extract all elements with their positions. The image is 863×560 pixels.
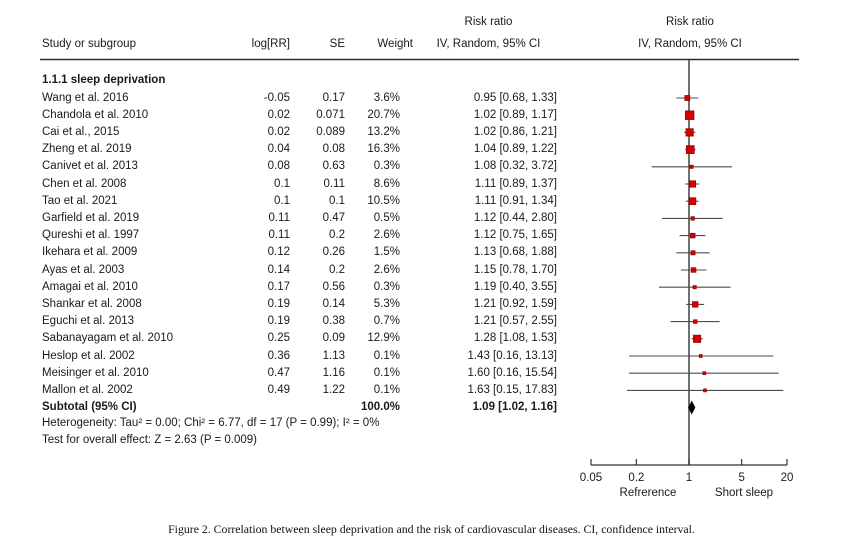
study-name: Ikehara et al. 2009 — [42, 246, 138, 259]
overall-effect-test: Test for overall effect: Z = 2.63 (P = 0.009) — [42, 434, 257, 446]
study-name: Ayas et al. 2003 — [42, 263, 125, 276]
log-rr-value: 0.02 — [267, 108, 290, 121]
se-value: 0.2 — [329, 263, 345, 276]
study-name: Canivet et al. 2013 — [42, 160, 138, 173]
risk-ratio-ci-text: 1.11 [0.91, 1.34] — [474, 194, 557, 207]
study-name: Tao et al. 2021 — [42, 194, 118, 207]
study-name: Zheng et al. 2019 — [42, 143, 132, 156]
study-name: Mallon et al. 2002 — [42, 383, 133, 396]
column-header-study: Study or subgroup — [42, 38, 136, 50]
axis-label-short-sleep: Short sleep — [714, 487, 774, 499]
weight-value: 5.3% — [373, 297, 400, 310]
study-name: Heslop et al. 2002 — [42, 349, 135, 362]
weight-value: 0.3% — [373, 280, 400, 293]
se-value: 0.56 — [322, 280, 345, 293]
effect-marker — [685, 95, 690, 100]
risk-ratio-ci-text: 1.15 [0.78, 1.70] — [473, 263, 557, 276]
weight-value: 1.5% — [373, 246, 400, 259]
study-name: Shankar et al. 2008 — [42, 297, 142, 310]
risk-ratio-ci-text: 1.28 [1.08, 1.53] — [473, 332, 557, 345]
column-header-se: SE — [329, 38, 345, 50]
log-rr-value: 0.08 — [267, 160, 290, 173]
study-name: Qureshi et al. 1997 — [42, 229, 140, 242]
risk-ratio-ci-text: 1.13 [0.68, 1.88] — [473, 246, 557, 259]
effect-marker — [691, 217, 695, 221]
weight-value: 8.6% — [373, 177, 400, 190]
axis-label-reference: Refrerence — [619, 487, 677, 499]
column-header-ci: IV, Random, 95% CI — [436, 38, 541, 50]
se-value: 0.1 — [329, 194, 345, 207]
weight-value: 12.9% — [367, 332, 400, 345]
log-rr-value: 0.1 — [274, 194, 290, 207]
weight-value: 0.5% — [373, 211, 400, 224]
risk-ratio-ci-text: 1.60 [0.16, 15.54] — [467, 366, 557, 379]
se-value: 0.08 — [322, 143, 345, 156]
se-value: 0.089 — [316, 125, 345, 138]
x-axis-tick-label: 20 — [780, 472, 794, 484]
effect-marker — [689, 181, 696, 188]
risk-ratio-ci-text: 0.95 [0.68, 1.33] — [473, 91, 557, 104]
x-axis-tick-label: 0.05 — [579, 472, 603, 484]
x-axis-tick-label: 5 — [738, 472, 745, 484]
se-value: 0.2 — [329, 229, 345, 242]
weight-value: 16.3% — [367, 143, 400, 156]
subgroup-heading: 1.1.1 sleep deprivation — [42, 74, 166, 86]
risk-ratio-ci-text: 1.11 [0.89, 1.37] — [474, 177, 557, 190]
effect-marker — [693, 286, 696, 289]
se-value: 0.38 — [322, 315, 345, 328]
weight-value: 2.6% — [373, 263, 400, 276]
effect-marker — [703, 372, 706, 375]
se-value: 0.63 — [322, 160, 345, 173]
se-value: 1.13 — [322, 349, 345, 362]
risk-ratio-ci-text: 1.08 [0.32, 3.72] — [473, 160, 557, 173]
log-rr-value: 0.47 — [267, 366, 290, 379]
heterogeneity-statistics: Heterogeneity: Tau² = 0.00; Chi² = 6.77, df = 17 (P = 0.99); I² = 0% — [42, 417, 380, 429]
log-rr-value: 0.19 — [267, 315, 290, 328]
study-name: Meisinger et al. 2010 — [42, 366, 149, 379]
column-header-risk-ratio: Risk ratio — [464, 16, 513, 28]
weight-value: 20.7% — [367, 108, 400, 121]
log-rr-value: 0.11 — [268, 229, 290, 242]
risk-ratio-ci-text: 1.63 [0.15, 17.83] — [467, 383, 557, 396]
risk-ratio-ci-text: 1.02 [0.89, 1.17] — [473, 108, 557, 121]
weight-value: 0.3% — [373, 160, 400, 173]
study-name: Eguchi et al. 2013 — [42, 315, 135, 328]
plot-header-risk-ratio: Risk ratio — [666, 16, 714, 28]
risk-ratio-ci-text: 1.12 [0.44, 2.80] — [473, 211, 557, 224]
weight-value: 0.1% — [373, 383, 400, 396]
risk-ratio-ci-text: 1.04 [0.89, 1.22] — [473, 143, 557, 156]
se-value: 0.47 — [322, 211, 345, 224]
study-name: Amagai et al. 2010 — [42, 280, 138, 293]
subtotal-ci: 1.09 [1.02, 1.16] — [472, 401, 557, 413]
effect-marker — [691, 251, 695, 255]
plot-header-ci: IV, Random, 95% CI — [638, 38, 742, 50]
effect-marker — [686, 129, 694, 137]
column-header-logrr: log[RR] — [251, 38, 290, 50]
log-rr-value: 0.17 — [267, 280, 290, 293]
weight-value: 0.7% — [373, 315, 400, 328]
column-header-weight: Weight — [377, 38, 413, 50]
effect-marker — [685, 111, 694, 120]
effect-marker — [693, 335, 700, 342]
log-rr-value: 0.25 — [267, 332, 290, 345]
log-rr-value: 0.49 — [267, 383, 290, 396]
risk-ratio-ci-text: 1.21 [0.57, 2.55] — [473, 315, 557, 328]
se-value: 1.22 — [322, 383, 345, 396]
effect-marker — [691, 268, 696, 273]
log-rr-value: 0.11 — [268, 211, 290, 224]
log-rr-value: 0.14 — [267, 263, 290, 276]
risk-ratio-ci-text: 1.02 [0.86, 1.21] — [473, 125, 557, 138]
weight-value: 3.6% — [373, 91, 400, 104]
effect-marker — [699, 354, 702, 357]
log-rr-value: 0.36 — [267, 349, 290, 362]
effect-marker — [693, 320, 697, 324]
study-name: Chen et al. 2008 — [42, 177, 127, 190]
log-rr-value: 0.04 — [267, 143, 290, 156]
study-name: Wang et al. 2016 — [42, 91, 129, 104]
study-name: Chandola et al. 2010 — [42, 108, 149, 121]
weight-value: 0.1% — [373, 349, 400, 362]
x-axis-tick-label: 0.2 — [628, 472, 645, 484]
se-value: 0.26 — [322, 246, 345, 259]
risk-ratio-ci-text: 1.21 [0.92, 1.59] — [473, 297, 557, 310]
weight-value: 0.1% — [373, 366, 400, 379]
log-rr-value: 0.12 — [267, 246, 290, 259]
log-rr-value: 0.19 — [267, 297, 290, 310]
effect-marker — [703, 389, 706, 392]
se-value: 0.17 — [322, 91, 345, 104]
study-name: Sabanayagam et al. 2010 — [42, 332, 174, 345]
se-value: 0.071 — [316, 108, 345, 121]
figure-caption: Figure 2. Correlation between sleep deprivation and the risk of cardiovascular diseases. CI, confidence interval. — [168, 522, 695, 536]
se-value: 0.09 — [322, 332, 345, 345]
study-name: Cai et al., 2015 — [42, 125, 120, 138]
weight-value: 2.6% — [373, 229, 400, 242]
effect-marker — [686, 146, 694, 154]
effect-marker — [690, 165, 693, 168]
subtotal-label: Subtotal (95% CI) — [42, 401, 137, 413]
effect-marker — [692, 302, 698, 308]
risk-ratio-ci-text: 1.12 [0.75, 1.65] — [473, 229, 557, 242]
log-rr-value: 0.02 — [267, 125, 290, 138]
risk-ratio-ci-text: 1.43 [0.16, 13.13] — [467, 349, 557, 362]
se-value: 0.14 — [322, 297, 345, 310]
effect-marker — [690, 233, 695, 238]
log-rr-value: 0.1 — [274, 177, 290, 190]
effect-marker — [689, 198, 696, 205]
log-rr-value: -0.05 — [263, 91, 290, 104]
weight-value: 10.5% — [367, 194, 400, 207]
se-value: 0.11 — [323, 177, 345, 190]
x-axis-tick-label: 1 — [685, 472, 693, 484]
weight-value: 13.2% — [367, 125, 400, 138]
study-name: Garfield et al. 2019 — [42, 211, 140, 224]
subtotal-weight: 100.0% — [360, 401, 400, 413]
risk-ratio-ci-text: 1.19 [0.40, 3.55] — [473, 280, 557, 293]
se-value: 1.16 — [322, 366, 345, 379]
